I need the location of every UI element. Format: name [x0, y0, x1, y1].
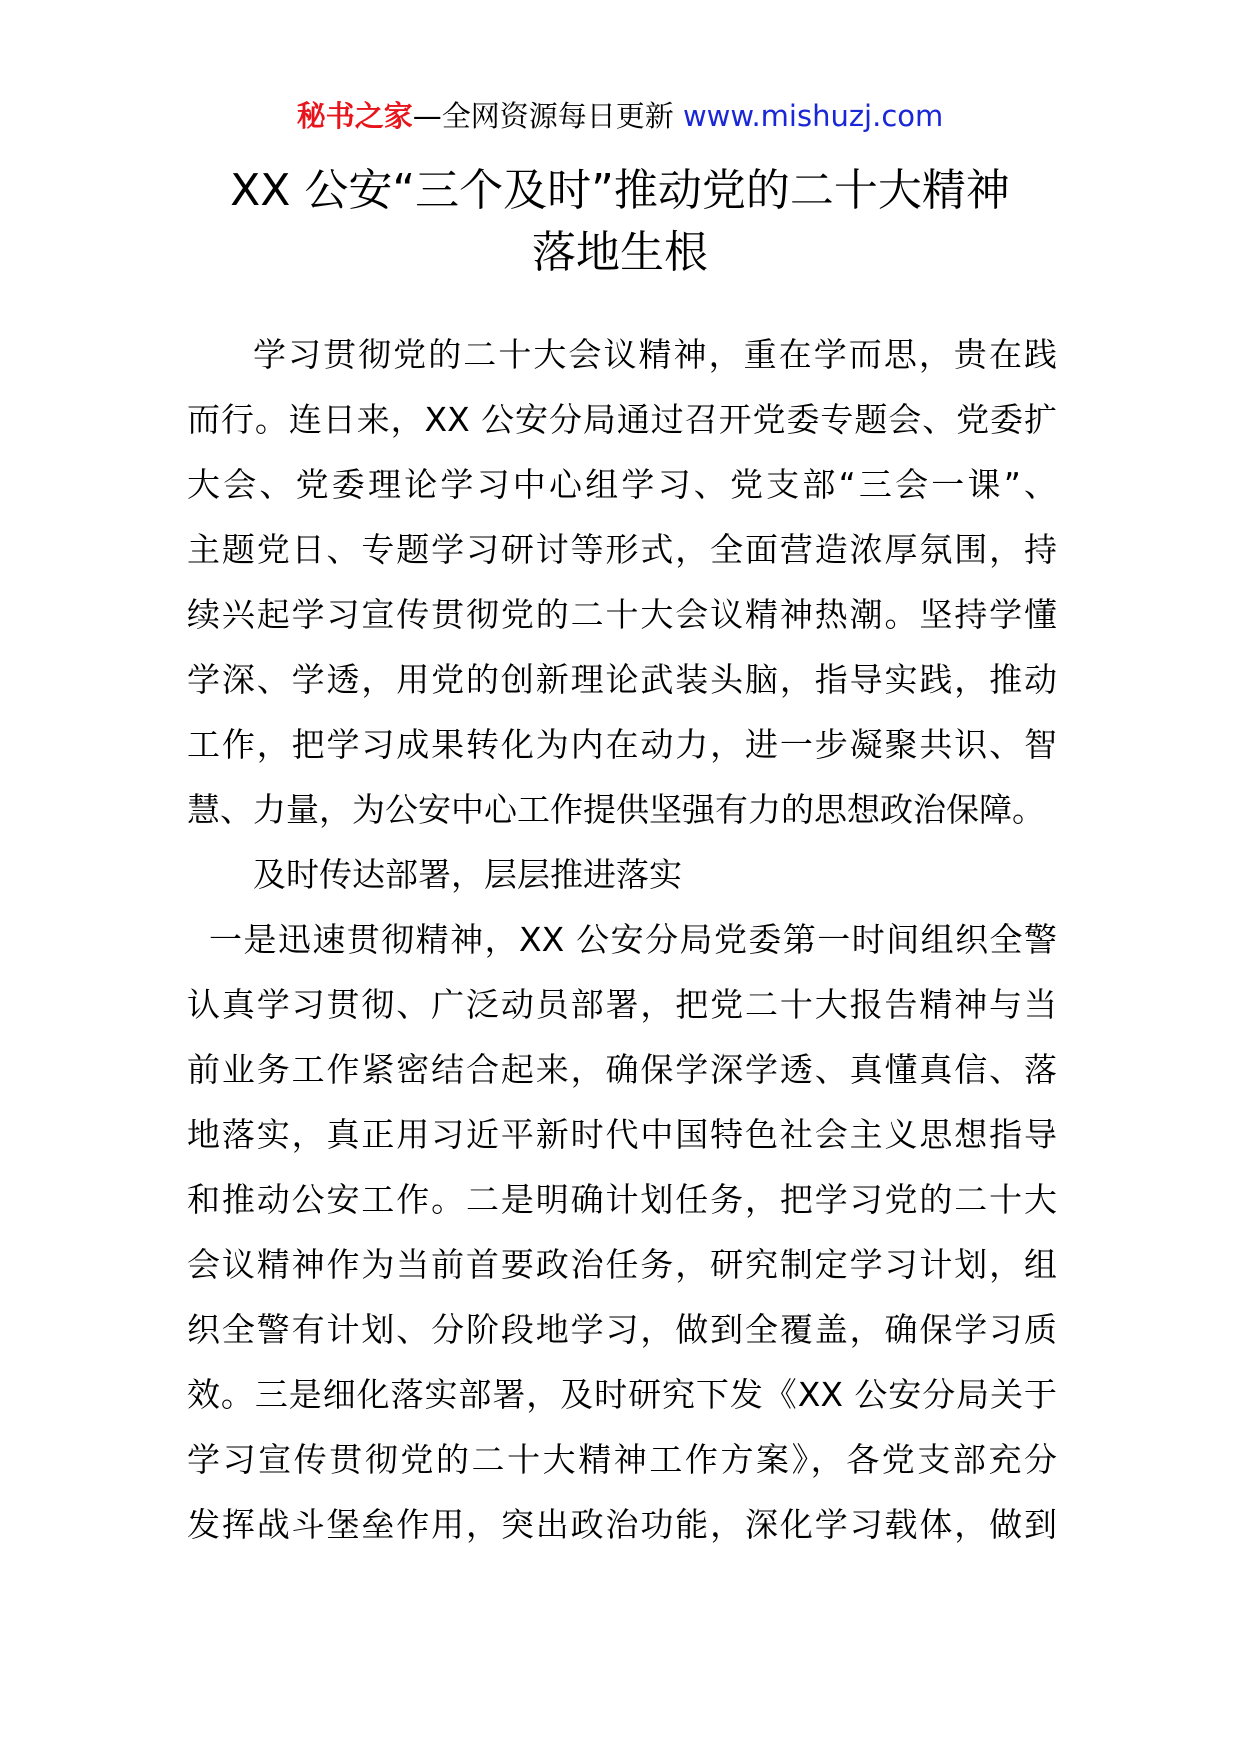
site-header [0, 96, 1240, 136]
body-line: 慧、力量，为公安中心工作提供坚强有力的思想政治保障。 [187, 790, 1045, 829]
title-line-2: 落地生根 [532, 227, 708, 278]
section-heading: 及时传达部署，层层推进落实 [253, 855, 682, 894]
body-line: 织全警有计划、分阶段地学习，做到全覆盖，确保学习质 [187, 1310, 1057, 1349]
document-title [150, 160, 1090, 284]
body-line: 发挥战斗堡垒作用，突出政治功能，深化学习载体，做到 [187, 1505, 1057, 1544]
body-line: 学深、学透，用党的创新理论武装头脑，指导实践，推动 [187, 660, 1057, 699]
site-url-link[interactable]: www.mishuzj.com [682, 99, 944, 133]
body-line: 学习贯彻党的二十大会议精神，重在学而思，贵在践 [253, 335, 1057, 374]
body-line: 一是迅速贯彻精神，XX 公安分局党委第一时间组织全警 [209, 920, 1057, 959]
body-line: 前业务工作紧密结合起来，确保学深学透、真懂真信、落 [187, 1050, 1057, 1089]
body-line: 会议精神作为当前首要政治任务，研究制定学习计划，组 [187, 1245, 1057, 1284]
site-brand: 秘书之家 [296, 99, 413, 133]
body-line: 工作，把学习成果转化为内在动力，进一步凝聚共识、智 [187, 725, 1057, 764]
body-line: 认真学习贯彻、广泛动员部署，把党二十大报告精神与当 [187, 985, 1057, 1024]
document-body [187, 322, 1057, 1557]
body-line: 大会、党委理论学习中心组学习、党支部“三会一课”、 [187, 465, 1057, 504]
body-line: 主题党日、专题学习研讨等形式，全面营造浓厚氛围，持 [187, 530, 1057, 569]
body-line: 和推动公安工作。二是明确计划任务，把学习党的二十大 [187, 1180, 1057, 1219]
body-line: 效。三是细化落实部署，及时研究下发《XX 公安分局关于 [187, 1375, 1057, 1414]
title-line-1: XX 公安“三个及时”推动党的二十大精神 [230, 165, 1010, 216]
site-tagline: —全网资源每日更新 [412, 99, 683, 133]
body-line: 而行。连日来，XX 公安分局通过召开党委专题会、党委扩 [187, 400, 1057, 439]
body-line: 学习宣传贯彻党的二十大精神工作方案》，各党支部充分 [187, 1440, 1057, 1479]
body-line: 续兴起学习宣传贯彻党的二十大会议精神热潮。坚持学懂 [187, 595, 1057, 634]
body-line: 地落实，真正用习近平新时代中国特色社会主义思想指导 [187, 1115, 1057, 1154]
